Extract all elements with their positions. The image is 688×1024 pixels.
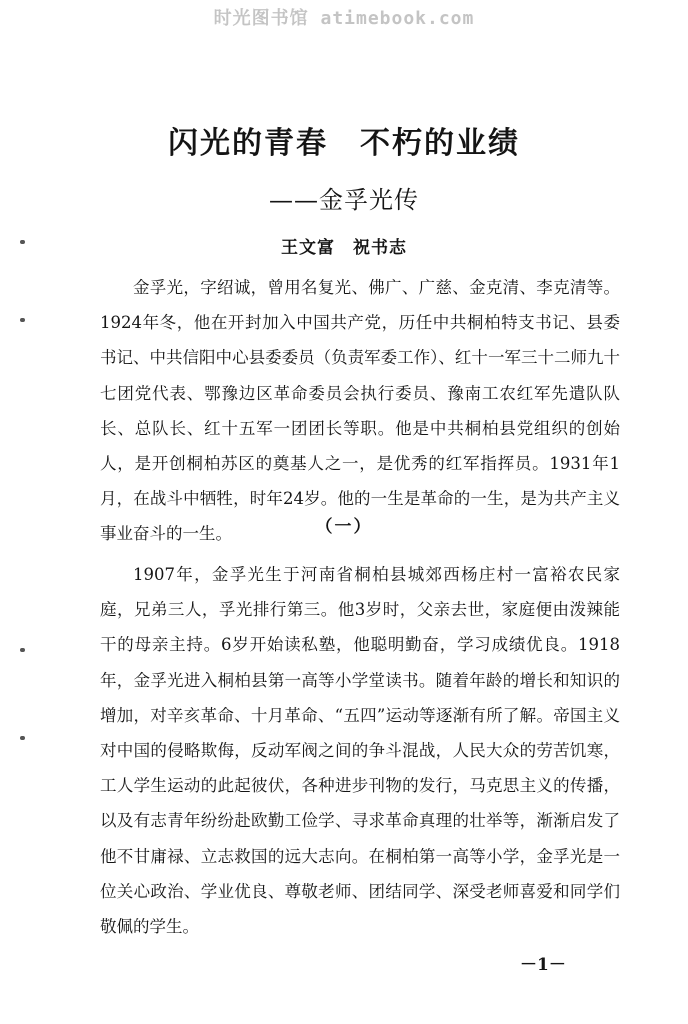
margin-speck [20,736,25,740]
page-number: －1－ [520,955,566,975]
page-title: 闪光的青春 不朽的业绩 [168,126,520,161]
section-heading: （一） [315,517,373,537]
watermark: 时光图书馆 atimebook.com [213,8,475,29]
margin-speck [20,648,25,652]
page-subtitle: ——金孚光传 [269,186,419,214]
margin-speck [20,318,25,322]
body-paragraph: 1907年，金孚光生于河南省桐柏县城郊西杨庄村一富裕农民家庭，兄弟三人，孚光排行第三。他3岁时，父亲去世，家庭便由泼辣能干的母亲主持。6岁开始读私塾，他聪明勤奋，学习成绩优良。1918年，金孚光进入桐柏县第一高等小学堂读书。随着年龄的增长和知识的增加，对辛亥革命、十月革命、“五四”运动等逐渐有所了解。帝国主义对中国的侵略欺侮，反动军阀之间的争斗混战，人民大众的劳苦饥寒，工人学生运动的此起彼伏，各种进步刊物的发行，马克思主义的传播，以及有志青年纷纷赴欧勤工俭学、寻求革命真理的壮举等，渐渐启发了他不甘庸禄、立志救国的远大志向。在桐柏第一高等小学，金孚光是一位关心政治、学业优良、尊敬老师、团结同学、深受老师喜爱和同学们敬佩的学生。 [100,565,620,937]
intro-paragraph: 金孚光，字绍诚，曾用名复光、佛广、广慈、金克清、李克清等。1924年冬，他在开封加入中国共产党，历任中共桐柏特支书记、县委书记、中共信阳中心县委委员（负责军委工作）、红十一军三十二师九十七团党代表、鄂豫边区革命委员会执行委员、豫南工农红军先遣队队长、总队长、红十五军一团团长等职。他是中共桐柏县党组织的创始人，是开创桐柏苏区的奠基人之一，是优秀的红军指挥员。1931年1月，在战斗中牺牲，时年24岁。他的一生是革命的一生，是为共产主义事业奋斗的一生。 [100,278,620,544]
authors: 王文富 祝书志 [281,238,407,258]
